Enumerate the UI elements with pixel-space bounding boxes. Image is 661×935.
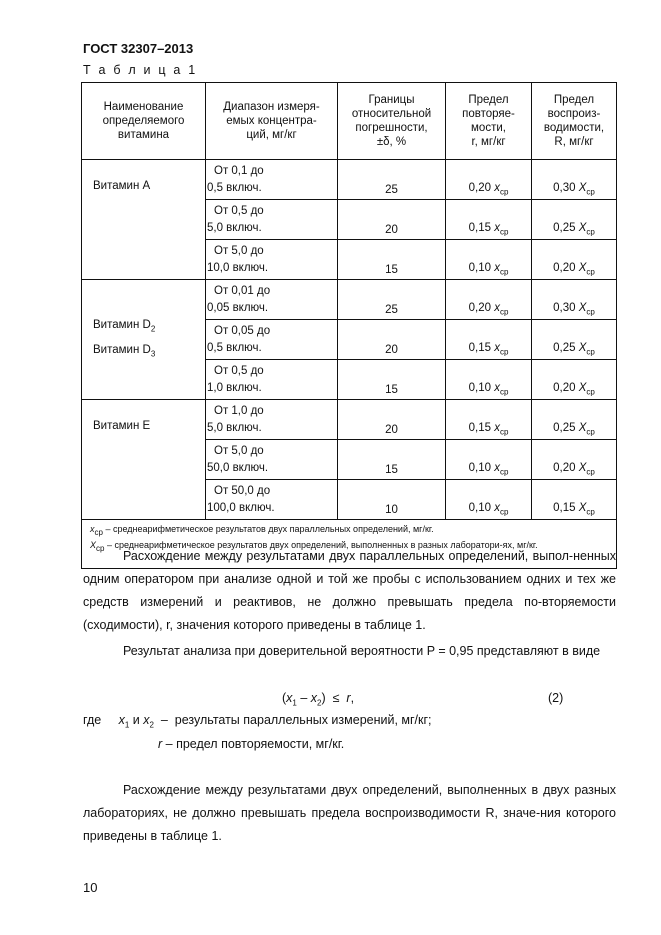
concentration-range: От 5,0 до 10,0 включ. bbox=[206, 240, 338, 280]
vitamin-table bbox=[81, 82, 617, 569]
relative-error: 25 bbox=[338, 160, 446, 200]
where-line-2: r – предел повторяемости, мг/кг. bbox=[158, 737, 345, 751]
note-1: $x_{ср}$ – среднеарифметическое результатов двух параллельных определений, мг/кг. bbox=[90, 524, 434, 537]
repeatability-limit: 0,10 $x_{ср}$ bbox=[446, 240, 532, 280]
reproducibility-limit: 0,25 $X_{ср}$ bbox=[532, 200, 617, 240]
table-row bbox=[82, 280, 617, 320]
repeatability-limit: 0,10 $x_{ср}$ bbox=[446, 440, 532, 480]
relative-error: 15 bbox=[338, 360, 446, 400]
table-row bbox=[82, 160, 617, 200]
page-number: 10 bbox=[83, 880, 98, 895]
concentration-range: От 0,5 до 1,0 включ. bbox=[206, 360, 338, 400]
reproducibility-limit: 0,30 $X_{ср}$ bbox=[532, 280, 617, 320]
table-caption: Т а б л и ц а 1 bbox=[83, 63, 198, 77]
repeatability-limit: 0,10 $x_{ср}$ bbox=[446, 360, 532, 400]
reproducibility-limit: 0,25 $X_{ср}$ bbox=[532, 400, 617, 440]
concentration-range: От 5,0 до 50,0 включ. bbox=[206, 440, 338, 480]
repeatability-limit: 0,15 $x_{ср}$ bbox=[446, 200, 532, 240]
col-header-error: Границы относительной погрешности, ±δ, % bbox=[338, 83, 446, 160]
relative-error: 15 bbox=[338, 440, 446, 480]
reproducibility-limit: 0,15 $X_{ср}$ bbox=[532, 480, 617, 520]
reproducibility-limit: 0,30 $X_{ср}$ bbox=[532, 160, 617, 200]
repeatability-limit: 0,20 $x_{ср}$ bbox=[446, 280, 532, 320]
col-header-range: Диапазон измеря- емых концентра- ций, мг/кг bbox=[206, 83, 338, 160]
paragraph-result: Результат анализа при доверительной вероятности P = 0,95 представляют в виде bbox=[123, 644, 601, 658]
concentration-range: От 0,05 до 0,5 включ. bbox=[206, 320, 338, 360]
concentration-range: От 0,1 до 0,5 включ. bbox=[206, 160, 338, 200]
relative-error: 10 bbox=[338, 480, 446, 520]
note-2: $X_{ср}$ – среднеарифметическое результатов двух определений, выполненных в разных лаборатори-ях, мг/кг. bbox=[90, 539, 538, 553]
concentration-range: От 0,5 до 5,0 включ. bbox=[206, 200, 338, 240]
relative-error: 25 bbox=[338, 280, 446, 320]
reproducibility-limit: 0,20 $X_{ср}$ bbox=[532, 440, 617, 480]
col-header-vitamin: Наименование определяемого витамина bbox=[82, 83, 206, 160]
reproducibility-limit: 0,25 $X_{ср}$ bbox=[532, 320, 617, 360]
paragraph-repeatability: Расхождение между результатами двух параллельных определений, выпол-ненных одним оператором при анализе одной и той же пробы с использованием одних и тех же средств измерений и реактивов, не должно превышать предела по-вторяемости (сходимости), r, значения которого приведены в таблице 1. bbox=[83, 549, 616, 632]
concentration-range: От 0,01 до 0,05 включ. bbox=[206, 280, 338, 320]
col-header-reproducibility: Предел воспроиз- водимости, R, мг/кг bbox=[532, 83, 617, 160]
col-header-repeatability: Предел повторяе- мости, r, мг/кг bbox=[446, 83, 532, 160]
table-header-row bbox=[82, 83, 617, 160]
table-row bbox=[82, 400, 617, 440]
formula-number: (2) bbox=[548, 691, 564, 705]
concentration-range: От 1,0 до 5,0 включ. bbox=[206, 400, 338, 440]
reproducibility-limit: 0,20 $X_{ср}$ bbox=[532, 240, 617, 280]
reproducibility-limit: 0,20 $X_{ср}$ bbox=[532, 360, 617, 400]
relative-error: 20 bbox=[338, 200, 446, 240]
paragraph-reproducibility: Расхождение между результатами двух определений, выполненных в двух разных лабораториях, не должно превышать предела воспроизводимости R, значе-ния которого приведены в таблице 1. bbox=[83, 783, 616, 843]
relative-error: 20 bbox=[338, 400, 446, 440]
document-header: ГОСТ 32307–2013 bbox=[83, 41, 194, 56]
relative-error: 15 bbox=[338, 240, 446, 280]
vitamin-name: Витамин $D_2$ Витамин $D_3$ bbox=[82, 280, 206, 400]
formula: $(x_1 - x_2) \le r$, bbox=[282, 691, 355, 708]
repeatability-limit: 0,20 $x_{ср}$ bbox=[446, 160, 532, 200]
where-line-1: где $x_1$ и $x_2$ – результаты параллельных измерений, мг/кг; bbox=[83, 713, 432, 730]
repeatability-limit: 0,15 $x_{ср}$ bbox=[446, 320, 532, 360]
concentration-range: От 50,0 до 100,0 включ. bbox=[206, 480, 338, 520]
vitamin-name: Витамин А bbox=[82, 160, 206, 280]
vitamin-name: Витамин Е bbox=[82, 400, 206, 520]
relative-error: 20 bbox=[338, 320, 446, 360]
repeatability-limit: 0,10 $x_{ср}$ bbox=[446, 480, 532, 520]
repeatability-limit: 0,15 $x_{ср}$ bbox=[446, 400, 532, 440]
